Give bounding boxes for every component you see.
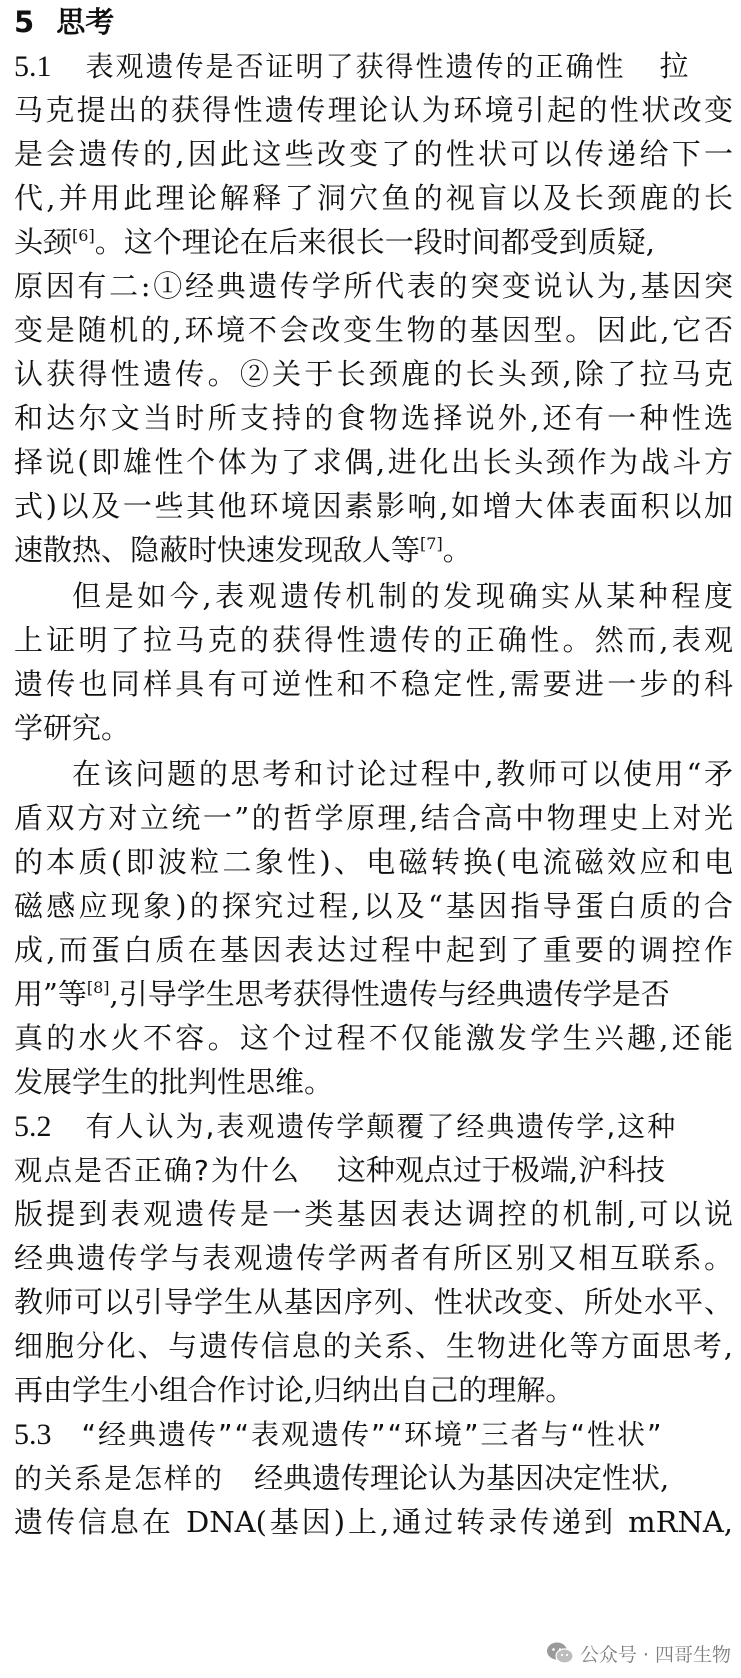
- q2-line: 版提到表观遗传是一类基因表达调控的机制,可以说: [14, 1197, 733, 1231]
- q3-text: 经典遗传理论认为基因决定性状,: [254, 1461, 670, 1495]
- q1-line-with-ref: [14, 528, 733, 572]
- watermark: [546, 1636, 731, 1670]
- q2-heading-line: [14, 1104, 733, 1148]
- p3-line: 在该问题的思考和讨论过程中,教师可以使用“矛: [72, 757, 733, 791]
- q1-number: 5.1: [14, 50, 52, 83]
- p3-line: 盾双方对立统一”的哲学原理,结合高中物理史上对光: [14, 801, 733, 835]
- q3-question: 的关系是怎样的: [14, 1462, 225, 1495]
- q1-text: 头颈: [14, 225, 73, 259]
- q2-line: 经典遗传学与表观遗传学两者有所区别又相互联系。: [14, 1241, 733, 1275]
- q3-line: 遗传信息在 DNA(基因)上,通过转录传递到 mRNA,: [14, 1505, 733, 1539]
- p2-line: 但是如今,表观遗传机制的发现确实从某种程度: [72, 579, 733, 613]
- q2-line: 细胞分化、与遗传信息的关系、生物进化等方面思考,: [14, 1329, 733, 1363]
- p3-line: 真的水火不容。这个过程不仅能激发学生兴趣,还能: [14, 1021, 733, 1055]
- watermark-text: 公众号 · 四哥生物: [579, 1643, 731, 1666]
- q2-question-line: [14, 1148, 733, 1192]
- wechat-icon: [546, 1641, 574, 1665]
- p3-line: 成,而蛋白质在基因表达过程中起到了重要的调控作: [14, 933, 733, 967]
- p2-line: 学研究。: [14, 711, 131, 745]
- q2-number: 5.2: [14, 1110, 52, 1143]
- p3-line: 发展学生的批判性思维。: [14, 1065, 334, 1099]
- q2-question: 观点是否正确?为什么: [14, 1154, 301, 1187]
- q1-line: 原因有二:①经典遗传学所代表的突变说认为,基因突: [14, 269, 733, 303]
- q1-line: 是会遗传的,因此这些改变了的性状可以传递给下一: [14, 137, 733, 171]
- q3-heading-line: [14, 1412, 733, 1456]
- q1-text: 。这个理论在后来很长一段时间都受到质疑,: [94, 225, 655, 259]
- section-title: 思考: [56, 5, 115, 39]
- q1-line: 择说(即雄性个体为了求偶,进化出长头颈作为战斗方: [14, 445, 733, 479]
- q1-line-with-ref: [14, 220, 733, 264]
- q1-line: 代,并用此理论解释了洞穴鱼的视盲以及长颈鹿的长: [14, 181, 733, 215]
- q2-text: 这种观点过于极端,沪科技: [336, 1153, 666, 1187]
- q1-line: 和达尔文当时所支持的食物选择说外,还有一种性选: [14, 401, 733, 435]
- p3-line: 磁感应现象)的探究过程,以及“基因指导蛋白质的合: [14, 889, 733, 923]
- q2-line: 教师可以引导学生从基因序列、性状改变、所处水平、: [14, 1285, 733, 1319]
- p3-line: 的本质(即波粒二象性)、电磁转换(电流磁效应和电: [14, 845, 733, 879]
- section-number: 5: [14, 5, 35, 39]
- q3-question: “经典遗传”“表观遗传”“环境”三者与“性状”: [81, 1418, 664, 1451]
- q2-question: 有人认为,表观遗传学颠覆了经典遗传学,这种: [85, 1110, 678, 1143]
- citation-8: [8]: [86, 978, 110, 997]
- q3-question-line: [14, 1456, 733, 1500]
- q1-heading-line: [14, 44, 733, 88]
- p2-line: 上证明了拉马克的获得性遗传的正确性。然而,表观: [14, 623, 733, 657]
- q1-line: 认获得性遗传。②关于长颈鹿的长头颈,除了拉马克: [14, 357, 733, 391]
- q2-line: 再由学生小组合作讨论,归纳出自己的理解。: [14, 1373, 575, 1407]
- p3-text: ,引导学生思考获得性遗传与经典遗传学是否: [109, 977, 670, 1011]
- q1-text: 。: [442, 533, 472, 567]
- q3-number: 5.3: [14, 1418, 52, 1451]
- q1-text: 速散热、隐蔽时快速发现敌人等: [14, 533, 421, 567]
- citation-7: [7]: [420, 534, 443, 553]
- q1-line: 变是随机的,环境不会改变生物的基因型。因此,它否: [14, 313, 733, 347]
- p3-line-with-ref: [14, 972, 733, 1016]
- q1-line-start: 拉: [659, 49, 689, 83]
- p3-text: 用”等: [14, 977, 87, 1011]
- q1-line: 式)以及一些其他环境因素影响,如增大体表面积以加: [14, 489, 733, 523]
- q1-line: 马克提出的获得性遗传理论认为环境引起的性状改变: [14, 93, 733, 127]
- citation-6: [6]: [72, 226, 95, 245]
- section-heading: [14, 0, 733, 44]
- q1-question: 表观遗传是否证明了获得性遗传的正确性: [85, 50, 626, 83]
- p2-line: 遗传也同样具有可逆性和不稳定性,需要进一步的科: [14, 667, 733, 701]
